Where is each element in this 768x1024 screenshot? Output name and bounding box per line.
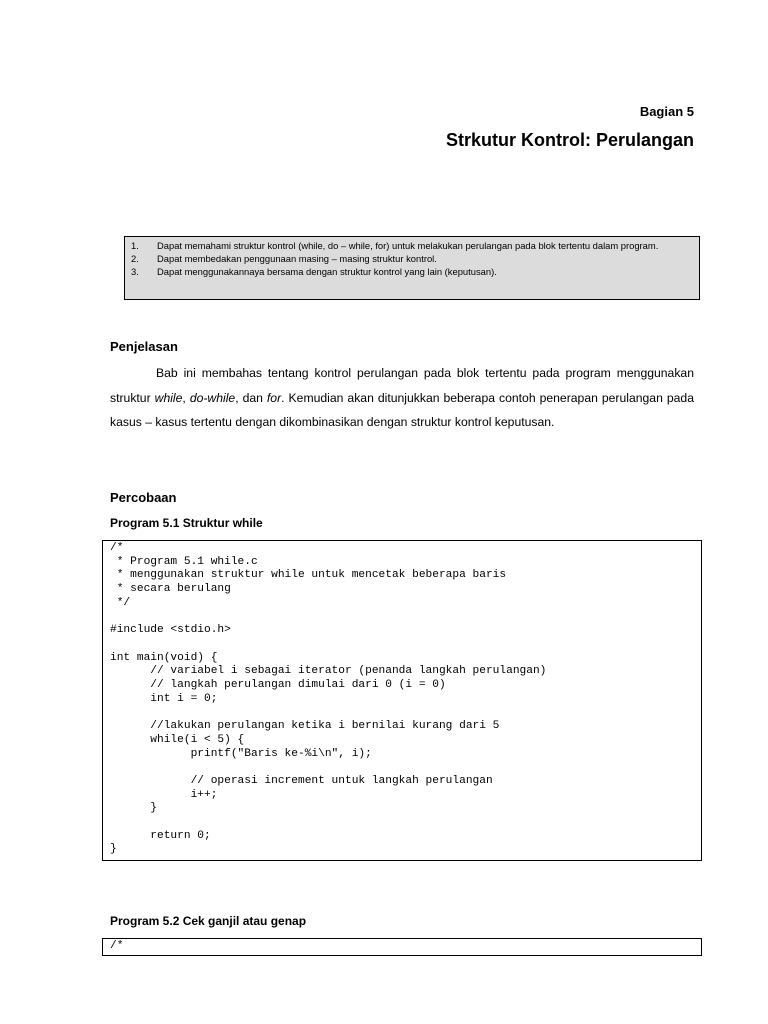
keyword-do-while: do-while	[189, 390, 236, 405]
program-5-1-title: Program 5.1 Struktur while	[110, 516, 263, 530]
objective-text: Dapat membedakan penggunaan masing – masing struktur kontrol.	[157, 253, 437, 264]
keyword-for: for	[266, 390, 282, 405]
paragraph-text: Bab ini membahas tentang kontrol perulangan pada blok tertentu pada program menggunakan struktur	[110, 366, 694, 405]
objective-item	[131, 239, 691, 252]
program-5-1-code: /* * Program 5.1 while.c * menggunakan struktur while untuk mencetak beberapa baris * secara berulang */ #include <stdio.h> int main(void) { // variabel i sebagai iterator (penanda langkah perulangan) // langkah perulangan dimulai dari 0 (i = 0) int i = 0; //lakukan perulangan ketika i bernilai kurang dari 5 while(i < 5) { printf("Baris ke-%i\n", i); // operasi increment untuk langkah perulangan i++; } return 0; }	[110, 542, 547, 856]
paragraph-text: , dan	[235, 390, 267, 405]
program-5-2-title: Program 5.2 Cek ganjil atau genap	[110, 914, 307, 928]
percobaan-heading: Percobaan	[110, 490, 177, 505]
objective-number: 2.	[131, 253, 139, 264]
objective-number: 3.	[131, 266, 139, 277]
program-5-1-code-box	[102, 540, 702, 861]
penjelasan-paragraph	[110, 361, 694, 435]
program-5-2-code-box	[102, 938, 702, 956]
objective-item	[131, 265, 691, 278]
paragraph-text: ,	[182, 390, 190, 405]
objective-text: Dapat memahami struktur kontrol (while, do – while, for) untuk melakukan perulangan pada blok tertentu dalam program.	[157, 240, 659, 251]
objective-item	[131, 252, 691, 265]
program-5-2-code: /*	[110, 940, 124, 952]
penjelasan-heading: Penjelasan	[110, 339, 178, 354]
chapter-title: Strkutur Kontrol: Perulangan	[445, 130, 694, 150]
objective-number: 1.	[131, 240, 139, 251]
objectives-list	[131, 239, 691, 278]
keyword-while: while	[154, 390, 183, 405]
chapter-label: Bagian 5	[639, 104, 694, 119]
objective-text: Dapat menggunakannaya bersama dengan struktur kontrol yang lain (keputusan).	[157, 266, 497, 277]
objectives-box	[124, 236, 700, 300]
paragraph-text: . Kemudian akan ditunjukkan beberapa contoh penerapan perulangan pada kasus – kasus tertentu dengan dikombinasikan dengan struktur kontrol keputusan.	[110, 390, 694, 430]
